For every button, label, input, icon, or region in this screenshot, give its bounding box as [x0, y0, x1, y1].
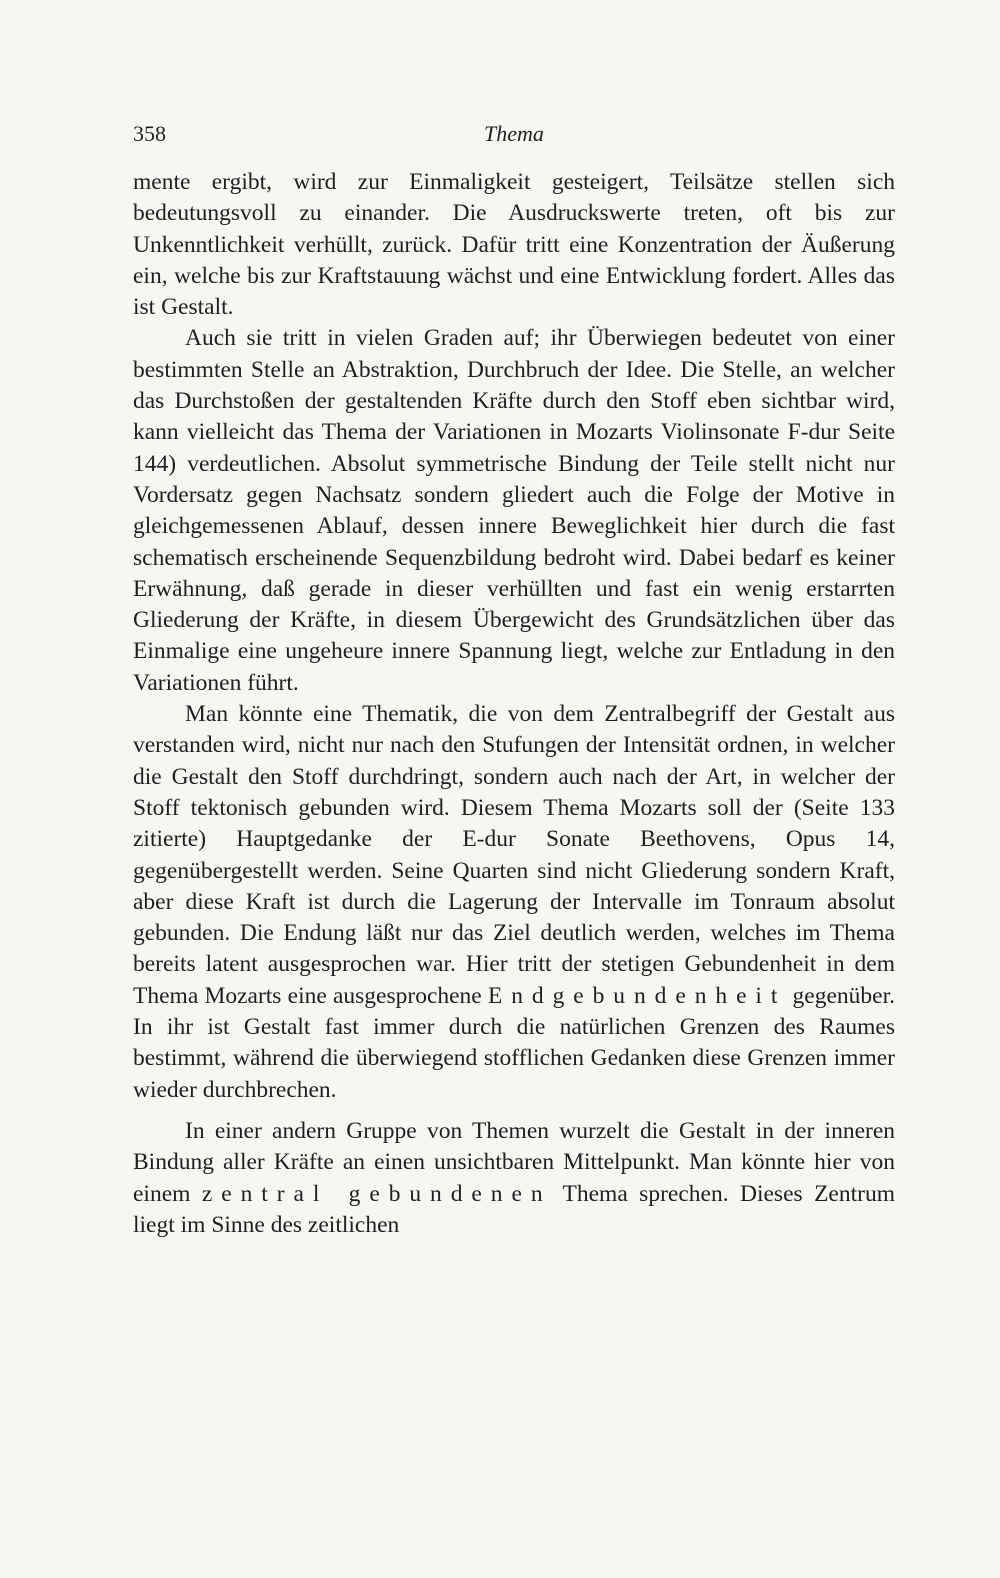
paragraph-thematik	[133, 699, 895, 1106]
paragraph-text-segment: In einer andern Gruppe von Themen wurzelt die Gestalt in der inneren Bindung aller Kräfte an einen unsichtbaren Mittelpunkt. Man könnte hier von einem	[133, 1117, 895, 1207]
paragraph-zentral-gebunden	[133, 1116, 895, 1241]
paragraph-text-segment: Thema sprechen. Dieses Zentrum liegt im Sinne des zeitlichen	[133, 1180, 895, 1238]
emphasized-term-zentral-gebundenen: zentral gebundenen	[201, 1180, 552, 1207]
paragraph-gestalt-grades: Auch sie tritt in vielen Graden auf; ihr Überwiegen bedeutet von einer bestimmten Stelle an Abstraktion, Durchbruch der Idee. Die Stelle, an welcher das Durchstoßen der gestaltenden Kräfte durch den Stoff eben sichtbar wird, kann vielleicht das Thema der Variationen in Mozarts Violinsonate F-dur Seite 144) verdeutlichen. Absolut symmetrische Bindung der Teile stellt nicht nur Vordersatz gegen Nachsatz sondern gliedert auch die Folge der Motive in gleichgemessenen Ablauf, dessen innere Beweglichkeit hier durch die fast schematisch erscheinende Sequenzbildung bedroht wird. Dabei bedarf es keiner Erwähnung, daß gerade in dieser verhüllten und fast ein wenig erstarrten Gliederung der Kräfte, in diesem Übergewicht des Grundsätzlichen über das Einmalige eine ungeheure innere Spannung liegt, welche zur Entladung in den Variationen führt.	[133, 325, 895, 696]
paragraph-text-segment: gegenüber. In ihr ist Gestalt fast immer durch die natürlichen Grenzen des Raumes bestimmt, während die überwiegend stofflichen Gedanken diese Grenzen immer wieder durchbrechen.	[133, 982, 895, 1103]
page-number: 358	[133, 121, 166, 146]
running-title: Thema	[484, 121, 544, 146]
page-header	[133, 117, 895, 151]
paragraph-text-segment: Man könnte eine Thematik, die von dem Zentralbegriff der Gestalt aus verstanden wird, nicht nur nach den Stufungen der Intensität ordnen, in welcher die Gestalt den Stoff durchdringt, sondern auch nach der Art, in welcher der Stoff tektonisch gebunden wird. Diesem Thema Mozarts soll der (Seite 133 zitierte) Hauptgedanke der E-dur Sonate Beethovens, Opus 14, gegenübergestellt werden. Seine Quarten sind nicht Gliederung sondern Kraft, aber diese Kraft ist durch die Lagerung der Intervalle im Tonraum absolut gebunden. Die Endung läßt nur das Ziel deutlich werden, welches im Thema bereits latent ausgesprochen war. Hier tritt der stetigen Gebundenheit in dem Thema Mozarts eine ausgesprochene	[133, 701, 895, 1009]
paragraph-continuation: mente ergibt, wird zur Einmaligkeit gesteigert, Teilsätze stellen sich bedeutungsvoll zu einander. Die Ausdruckswerte treten, oft bis zur Unkenntlichkeit verhüllt, zurück. Dafür tritt eine Konzentration der Äußerung ein, welche bis zur Kraftstauung wächst und eine Entwicklung fordert. Alles das ist Gestalt.	[133, 169, 895, 321]
emphasized-term-endgebundenheit: Endgebundenheit	[487, 982, 787, 1009]
body-text	[133, 167, 895, 1241]
